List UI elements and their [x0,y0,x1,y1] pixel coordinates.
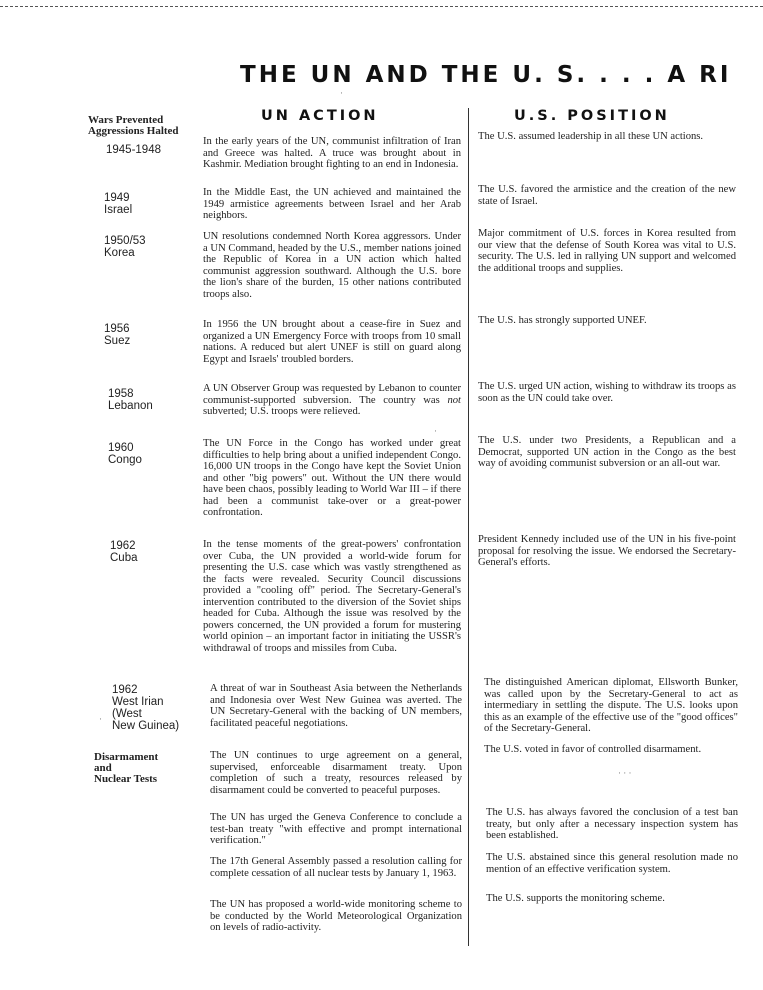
us-position-text-1945: The U.S. assumed leadership in all these UN actions. [478,131,704,142]
row-year-1960: 1960 [108,442,134,454]
un-action-text-17th-assembly: The 17th General Assembly passed a resolution calling for complete cessation of all nuclear tests by January 1, 1963. [210,856,462,879]
row-year-1945: 1945-1948 [106,144,161,156]
row-place-cuba: Cuba [110,552,138,564]
un-action-text-suez: In 1956 the UN brought about a cease-fire in Suez and organized a UN Emergency Force with troops from 10 small nations. A reduced but alert UNEF is still on guard along Egypt and Israels' troubled borders. [203,319,461,365]
disarmament-and-heading: and [94,762,112,774]
emphasis-not: not [447,394,461,406]
un-action-header: UN ACTION [261,108,379,124]
un-action-text-1945: In the early years of the UN, communist infiltration of Iran and Greece was halted. A truce was brought about in Kashmir. Mediation brought fighting to an end in Indonesia. [203,136,461,170]
page-title: THE UN AND THE U. S. . . . A RI [240,62,732,88]
us-position-text-suez: The U.S. has strongly supported UNEF. [478,315,647,326]
row-year-1962-cuba: 1962 [110,540,136,552]
row-year-1962-west-irian: 1962 [112,684,138,696]
us-position-text-cuba: President Kennedy included use of the UN in his five-point proposal for resolving the issue. We endorsed the Secretary-General's efforts. [478,534,736,568]
us-position-text-lebanon: The U.S. urged UN action, wishing to withdraw its troops as soon as the UN could take over. [478,381,736,404]
un-action-text-cuba: In the tense moments of the great-powers' confrontation over Cuba, the UN provided a world-wide forum for presenting the U.S. case which was vastly strengthened as the facts were revealed. Security Council discussions provided a "cooling off" period. The Secretary-General's intervention contributed to the diversion of the Soviet ships headed for Cuba. Although the issue was resolved by the powers concerned, the UN provided a forum for mustering world opinion – an important factor in initiating the USSR's withdrawal of troops and missiles from Cuba. [203,539,461,654]
page-top-border [0,6,763,7]
row-place-korea: Korea [104,247,135,259]
us-position-text-israel: The U.S. favored the armistice and the creation of the new state of Israel. [478,184,736,207]
un-action-text-korea: UN resolutions condemned North Korea aggressors. Under a UN Command, headed by the U.S., member nations joined the Republic of Korea in a UN action which halted communist aggression southward. Although the U.S. bore the lion's share of the burden, 15 other nations contributed troops also. [203,231,461,300]
scan-speck: · [434,426,437,436]
us-position-text-test-ban: The U.S. has always favored the conclusion of a test ban treaty, but only after a necessary inspection system has been established. [486,807,738,841]
us-position-text-17th-assembly: The U.S. abstained since this general resolution made no mention of an effective verification system. [486,852,738,875]
un-action-text-israel: In the Middle East, the UN achieved and maintained the 1949 armistice agreements between Israel and her Arab neighbors. [203,187,461,221]
disarmament-heading: Disarmament [94,751,159,763]
scan-speck: · [99,714,102,724]
un-action-text-congo: The UN Force in the Congo has worked under great difficulties to help bring about a unified independent Congo. 16,000 UN troops in the Congo have kept the Soviet Union and other "big powers" out. Without the UN there would have been chaos, possibly leading to World War III – if there had been a communist take-over or a great-power confrontation. [203,438,461,518]
us-position-text-west-irian: The distinguished American diplomat, Ellsworth Bunker, was called upon by the Secretary-General to act as intermediary in settling the dispute. The U.S. looks upon this as an example of the effective use of the "good offices" of the Secretary-General. [484,677,738,734]
us-position-text-monitoring: The U.S. supports the monitoring scheme. [486,893,665,904]
row-place-west: (West [112,708,142,720]
row-place-new-guinea: New Guinea) [112,720,180,732]
us-position-text-congo: The U.S. under two Presidents, a Republican and a Democrat, supported UN action in the Congo as the best way of avoiding communist subversion or an all-out war. [478,435,736,469]
row-year-1958: 1958 [108,388,134,400]
us-position-header: U.S. POSITION [514,108,670,124]
row-year-1949: 1949 [104,192,130,204]
us-position-text-disarmament: The U.S. voted in favor of controlled disarmament. [484,744,702,755]
us-position-text-korea: Major commitment of U.S. forces in Korea resulted from our view that the defense of South Korea was vital to U.S. security. The U.S. led in rallying UN support and welcomed the additional troops and supplies. [478,228,736,274]
row-place-suez: Suez [104,335,131,347]
row-year-1956: 1956 [104,323,130,335]
scan-speck: · · · [618,768,632,778]
row-place-lebanon: Lebanon [108,400,153,412]
aggressions-halted-heading: Aggressions Halted [88,125,179,137]
wars-prevented-heading: Wars Prevented [88,114,164,126]
nuclear-tests-heading: Nuclear Tests [94,773,158,785]
scan-speck: · [340,88,343,98]
row-year-korea: 1950/53 [104,235,146,247]
un-action-text-monitoring: The UN has proposed a world-wide monitoring scheme to be conducted by the World Meteorological Organization on levels of radio-activity. [210,899,462,933]
un-action-text-lebanon: A UN Observer Group was requested by Lebanon to counter communist-supported subversion. The country was not subverted; U.S. troops were relieved. [203,383,461,417]
column-divider [468,108,469,946]
row-place-west-irian: West Irian [112,696,164,708]
un-action-text-west-irian: A threat of war in Southeast Asia between the Netherlands and Indonesia over West New Guinea was averted. The UN Secretary-General with the backing of UN members, facilitated peaceful negotiations. [210,683,462,729]
un-action-text-disarmament: The UN continues to urge agreement on a general, supervised, enforceable disarmament treaty. Upon completion of such a treaty, resources released by disarmament could be converted to peaceful purposes. [210,750,462,796]
un-action-text-test-ban: The UN has urged the Geneva Conference to conclude a test-ban treaty "with effective and prompt international verification." [210,812,462,846]
row-place-congo: Congo [108,454,142,466]
row-place-israel: Israel [104,204,133,216]
